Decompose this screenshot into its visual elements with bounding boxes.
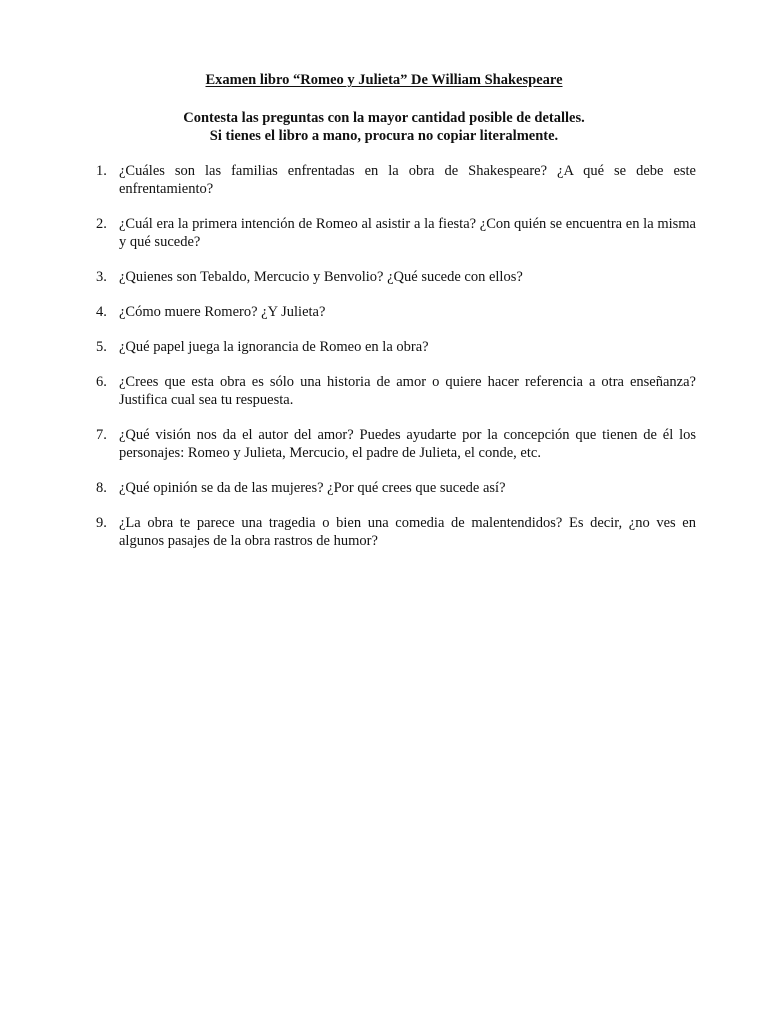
question-number: 7.: [96, 427, 107, 443]
question-text: ¿Cómo muere Romero? ¿Y Julieta?: [119, 304, 326, 320]
instruction-line: Contesta las preguntas con la mayor cantidad posible de detalles.: [183, 110, 585, 126]
question-item: [96, 426, 696, 462]
instruction-line: Si tienes el libro a mano, procura no copiar literalmente.: [209, 128, 559, 144]
question-item: [96, 479, 696, 497]
question-item: [96, 303, 696, 321]
question-item: [96, 268, 696, 286]
question-text: ¿Qué opinión se da de las mujeres? ¿Por qué crees que sucede así?: [119, 480, 506, 496]
question-text: ¿Qué papel juega la ignorancia de Romeo en la obra?: [119, 339, 429, 355]
question-text: ¿Crees que esta obra es sólo una historia de amor o quiere hacer referencia a otra enseñanza? Justifica cual sea tu respuesta.: [119, 374, 696, 408]
instructions: [0, 109, 768, 145]
question-item: [96, 215, 696, 251]
question-number: 3.: [96, 269, 107, 285]
question-text: ¿La obra te parece una tragedia o bien una comedia de malentendidos? Es decir, ¿no ves en algunos pasajes de la obra rastros de humor?: [119, 515, 696, 549]
question-item: [96, 162, 696, 198]
question-list: [96, 162, 696, 567]
question-item: [96, 514, 696, 550]
question-item: [96, 338, 696, 356]
question-number: 6.: [96, 374, 107, 390]
question-text: ¿Cuáles son las familias enfrentadas en la obra de Shakespeare? ¿A qué se debe este enfrentamiento?: [119, 163, 696, 197]
question-number: 9.: [96, 515, 107, 531]
question-text: ¿Cuál era la primera intención de Romeo al asistir a la fiesta? ¿Con quién se encuentra en la misma y qué sucede?: [119, 216, 696, 250]
question-text: ¿Qué visión nos da el autor del amor? Puedes ayudarte por la concepción que tienen de él los personajes: Romeo y Julieta, Mercucio, el padre de Julieta, el conde, etc.: [119, 427, 696, 461]
question-item: [96, 373, 696, 409]
question-number: 5.: [96, 339, 107, 355]
question-number: 4.: [96, 304, 107, 320]
question-number: 1.: [96, 163, 107, 179]
question-text: ¿Quienes son Tebaldo, Mercucio y Benvolio? ¿Qué sucede con ellos?: [119, 269, 523, 285]
question-number: 2.: [96, 216, 107, 232]
document-title: Examen libro “Romeo y Julieta” De William Shakespeare: [205, 72, 563, 88]
question-number: 8.: [96, 480, 107, 496]
